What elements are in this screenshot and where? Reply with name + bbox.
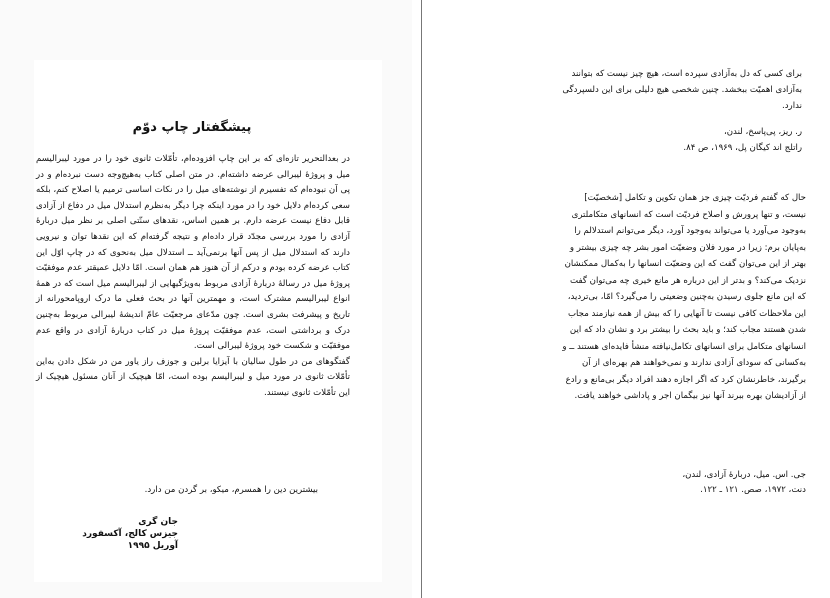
signature-date: آوریل ۱۹۹۵ xyxy=(127,541,178,551)
epigraph-2-line: به‌وجود می‌آورد یا می‌تواند به‌وجود آورد، دیگر می‌توانم استدلالم را xyxy=(574,226,806,236)
epigraph-2-line: نزدیک می‌کند؟ و بدتر از این درباره هر مانع خیری چه می‌توان گفت xyxy=(570,275,806,286)
epigraph-2-line: که این مانع جلوی رسیدن به‌چنین وضعیتی را می‌گیرد؟ امّا، بی‌تردید، xyxy=(567,292,806,302)
epigraph-1-line: برای کسی که دل به‌آزادی سپرده است، هیچ چیز نیست که بتوانند xyxy=(571,69,802,79)
citation-2 xyxy=(558,468,806,498)
signature-name: جان گری xyxy=(138,517,178,527)
epigraph-2-line: نیست، و تنها پرورش و اصلاح فردیّت است که انسانهای متکاملتری xyxy=(571,209,806,220)
preface-paragraph-2: گفتگوهای من در طول سالیان با آیزایا برلین و جوزف راز یاور من در شکل دادن به‌این تأمّلات ثانوی در مورد میل و لیبرالیسم بوده است، امّا هیچیک از آنان مسئول هیچیک از این تأمّلات ثانوی نیستند. xyxy=(36,356,350,398)
epigraph-2-line: شدن هستند مجاب کند؛ و باید بحث را بیشتر برد و نشان داد که این xyxy=(569,325,806,335)
citation-2-line: جی. اس. میل، دربارهٔ آزادی، لندن، xyxy=(682,470,806,480)
preface-body xyxy=(36,152,350,402)
epigraph-2-line: این ملاحظات کافی نیست تا آنهایی را که بیش از همه نیازمند مجاب xyxy=(567,308,806,319)
epigraph-2-line: بهتر از این می‌توان گفت که این وضعیّت انسانها را به‌کمال ممکنشان xyxy=(564,259,806,269)
page-divider xyxy=(421,0,422,598)
epigraph-2-line: انسانهای متکامل برای انسانهای تکامل‌نیافته منشأ فایده‌ای هستند ــ و xyxy=(562,341,806,352)
epigraph-2-line: به‌کسانی که سودای آزادی ندارند و نمی‌خواهند هم بهره‌ای از آن xyxy=(582,358,806,368)
epigraph-2-line: به‌پایان برم: زیرا در مورد فلان وضعیّت امور بشر چه چیزی بیشتر و xyxy=(569,242,806,253)
epigraph-1-line: ندارد. xyxy=(782,101,802,111)
epigraph-2-line: حال که گفتم فردیّت چیزی جز همان تکوین و تکامل [شخصیّت] xyxy=(584,193,806,203)
closing-line: بیشترین دین را همسرم، میکو، بر گردن من دارد. xyxy=(144,485,318,495)
epigraph-1 xyxy=(558,66,802,114)
signature-block xyxy=(58,516,178,552)
epigraph-2-line: از آزادیشان بهره ببرند آنها نیز بیگمان اجر و پاداشی خواهند یافت. xyxy=(574,391,806,401)
epigraph-2-body xyxy=(558,190,806,405)
preface-paragraph-1: در بعدالتحریر تازه‌ای که بر این چاپ افزوده‌ام، تأمّلات ثانوی خود را در مورد لیبرالیسم میل و پروژهٔ لیبرالی عرضه داشته‌ام. در متن اصلی کتاب به‌هیچ‌وجه دست نبرده‌ام و در پی آن نبوده‌ام که تفسیرم از نوشته‌های میل را در نکات اساسی ترمیم یا اصلاح کنم، بلکه سعی کرده‌ام دلایل خود را در مورد اینکه چرا دیگر به‌نظرم استدلال میل در دفاع از آزادی قابل دفاع نیست عرضه دارم. بر همین اساس، نقدهای سنّتی اصلی بر نظر میل دربارهٔ آزادی را مورد بررسی مجدّد قرار داده‌ام و نتیجه گرفته‌ام که این نقدها توان و نیرویی دارند که استدلال میل از پس آنها برنمی‌آید ــ استدلال میل به‌نحوی که در چاپ اوّل این کتاب عرضه کرده بودم و درکم از آن هنوز هم همان است. امّا دلایل عمیقتر عدم موفقیّت پروژهٔ میل در رسالهٔ دربارهٔ آزادی مربوط به‌ویژگیهایی از لیبرالیسم میل است که در همهٔ انواع لیبرالیسم مشترک است، و مهمترین آنها در بحث فعلی ما درک اروپا‌محورانه از تاریخ و پیشرفت بشری است. چون مدّعای مرجعیّت عامّ اندیشهٔ لیبرالی مربوط به‌چنین درک و برداشتی است، عدم موفقیّت پروژهٔ میل در کتاب دربارهٔ آزادی در واقع عدم موفقیّت و شکست خود پروژهٔ لیبرالی است. xyxy=(36,154,350,352)
epigraph-1-line: به‌آزادی اهمیّت ببخشد. چنین شخصی هیچ دلیلی برای این دلسپردگی xyxy=(562,85,802,95)
citation-1-line: ر. ریز، پی‌پاسخ، لندن، xyxy=(723,127,802,137)
signature-affiliation: جیزس کالج، آکسفورد xyxy=(82,529,178,539)
citation-1 xyxy=(558,124,802,156)
epigraph-2-line: برگیرند، خاطرنشان کرد که اگر اجازه دهند افراد دیگر بی‌مانع و رادع xyxy=(565,374,806,385)
page-title: پیشگفتار چاپ دوّم xyxy=(132,120,252,135)
citation-1-line: راتلج اند کیگان پل، ۱۹۶۹، ص ۸۴. xyxy=(683,143,802,153)
citation-2-line: دنت، ۱۹۷۲، صص. ۱۲۱ ـ ۱۲۲. xyxy=(700,485,806,495)
